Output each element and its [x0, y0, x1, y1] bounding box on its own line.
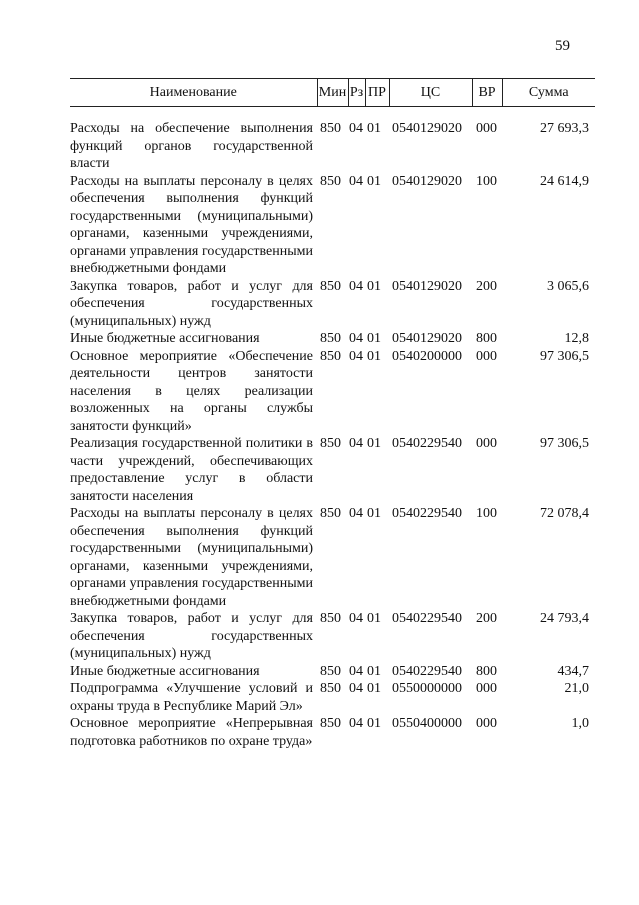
row-min: 850: [320, 331, 341, 346]
row-name: Реализация государственной политики в части учреждений, обеспечивающих предоставление услуг в области занятости населения: [70, 436, 313, 504]
row-rz: 04: [349, 278, 363, 294]
table-row: [70, 663, 595, 681]
row-cs: 0540229540: [392, 663, 462, 679]
row-min: 850: [320, 121, 341, 136]
row-cs: 0540229540: [392, 506, 462, 521]
header-rz: Рз: [348, 79, 365, 107]
row-min: 850: [320, 716, 341, 731]
row-rz: 04: [349, 348, 363, 364]
table-header-row: [70, 79, 595, 107]
row-sum: 24 614,9: [540, 173, 589, 189]
row-pr: 01: [367, 278, 381, 294]
table-row: [70, 715, 595, 750]
row-vr: 200: [476, 278, 497, 294]
row-sum: 97 306,5: [540, 348, 589, 364]
row-sum: 27 693,3: [540, 121, 589, 136]
row-cs: 0550400000: [392, 716, 462, 731]
row-vr: 100: [476, 506, 497, 521]
header-pr: ПР: [365, 79, 389, 107]
row-name: Основное мероприятие «Обеспечение деятельности центров занятости населения в целях реализации возложенных на органы службы занятости функций»: [70, 348, 313, 434]
row-cs: 0550000000: [392, 681, 462, 696]
table-row: [70, 330, 595, 348]
row-rz: 04: [349, 506, 363, 521]
table-row: [70, 680, 595, 715]
row-rz: 04: [349, 716, 363, 731]
row-cs: 0540229540: [392, 611, 462, 626]
row-min: 850: [320, 278, 341, 294]
row-min: 850: [320, 663, 341, 679]
row-name: Закупка товаров, работ и услуг для обеспечения государственных (муниципальных) нужд: [70, 278, 313, 329]
row-cs: 0540129020: [392, 173, 462, 189]
row-vr: 200: [476, 611, 497, 626]
row-sum: 97 306,5: [540, 436, 589, 451]
header-min: Мин: [317, 79, 348, 107]
row-name: Расходы на обеспечение выполнения функций органов государственной власти: [70, 121, 313, 171]
row-pr: 01: [367, 716, 381, 731]
row-sum: 3 065,6: [547, 278, 589, 294]
row-name: Расходы на выплаты персоналу в целях обеспечения выполнения функций государственными (муниципальными) органами, казенными учреждениями, органами управления государственными внебюджетными фондами: [70, 173, 313, 276]
row-vr: 000: [476, 348, 497, 364]
row-pr: 01: [367, 663, 381, 679]
row-vr: 100: [476, 173, 497, 189]
header-name: Наименование: [70, 79, 317, 107]
row-vr: 800: [476, 663, 497, 679]
row-rz: 04: [349, 681, 363, 696]
row-min: 850: [320, 681, 341, 696]
row-vr: 800: [476, 331, 497, 346]
header-vr: ВР: [472, 79, 502, 107]
row-pr: 01: [367, 121, 381, 136]
page-number: 59: [555, 38, 570, 54]
row-cs: 0540129020: [392, 121, 462, 136]
row-rz: 04: [349, 121, 363, 136]
row-vr: 000: [476, 716, 497, 731]
row-min: 850: [320, 436, 341, 451]
table-row: [70, 348, 595, 436]
row-name: Закупка товаров, работ и услуг для обеспечения государственных (муниципальных) нужд: [70, 611, 313, 661]
row-name: Иные бюджетные ассигнования: [70, 663, 260, 679]
row-rz: 04: [349, 436, 363, 451]
row-rz: 04: [349, 611, 363, 626]
row-name: Основное мероприятие «Непрерывная подготовка работников по охране труда»: [70, 716, 313, 749]
row-min: 850: [320, 348, 341, 364]
row-vr: 000: [476, 121, 497, 136]
row-cs: 0540229540: [392, 436, 462, 451]
row-sum: 12,8: [564, 331, 589, 346]
row-pr: 01: [367, 331, 381, 346]
row-cs: 0540129020: [392, 278, 462, 294]
table-row: [70, 505, 595, 610]
row-min: 850: [320, 506, 341, 521]
row-cs: 0540129020: [392, 331, 462, 346]
table-row: [70, 435, 595, 505]
table-row: [70, 278, 595, 331]
row-rz: 04: [349, 663, 363, 679]
row-vr: 000: [476, 436, 497, 451]
row-pr: 01: [367, 611, 381, 626]
row-name: Подпрограмма «Улучшение условий и охраны труда в Республике Марий Эл»: [70, 681, 313, 714]
row-rz: 04: [349, 331, 363, 346]
row-sum: 1,0: [571, 716, 589, 731]
table-row: [70, 610, 595, 663]
header-sum: Сумма: [502, 79, 595, 107]
table-row: [70, 120, 595, 173]
row-pr: 01: [367, 436, 381, 451]
row-sum: 21,0: [564, 681, 589, 696]
row-name: Расходы на выплаты персоналу в целях обеспечения выполнения функций государственными (муниципальными) органами, казенными учреждениями, органами управления государственными внебюджетными фондами: [70, 506, 313, 609]
table-row: [70, 173, 595, 278]
row-sum: 24 793,4: [540, 611, 589, 626]
row-pr: 01: [367, 506, 381, 521]
row-rz: 04: [349, 173, 363, 189]
row-vr: 000: [476, 681, 497, 696]
row-name: Иные бюджетные ассигнования: [70, 331, 260, 346]
row-sum: 434,7: [557, 663, 589, 679]
header-cs: ЦС: [389, 79, 472, 107]
row-pr: 01: [367, 173, 381, 189]
row-min: 850: [320, 611, 341, 626]
row-pr: 01: [367, 681, 381, 696]
row-cs: 0540200000: [392, 348, 462, 364]
row-min: 850: [320, 173, 341, 189]
budget-table: [70, 78, 595, 750]
row-pr: 01: [367, 348, 381, 364]
row-sum: 72 078,4: [540, 506, 589, 521]
